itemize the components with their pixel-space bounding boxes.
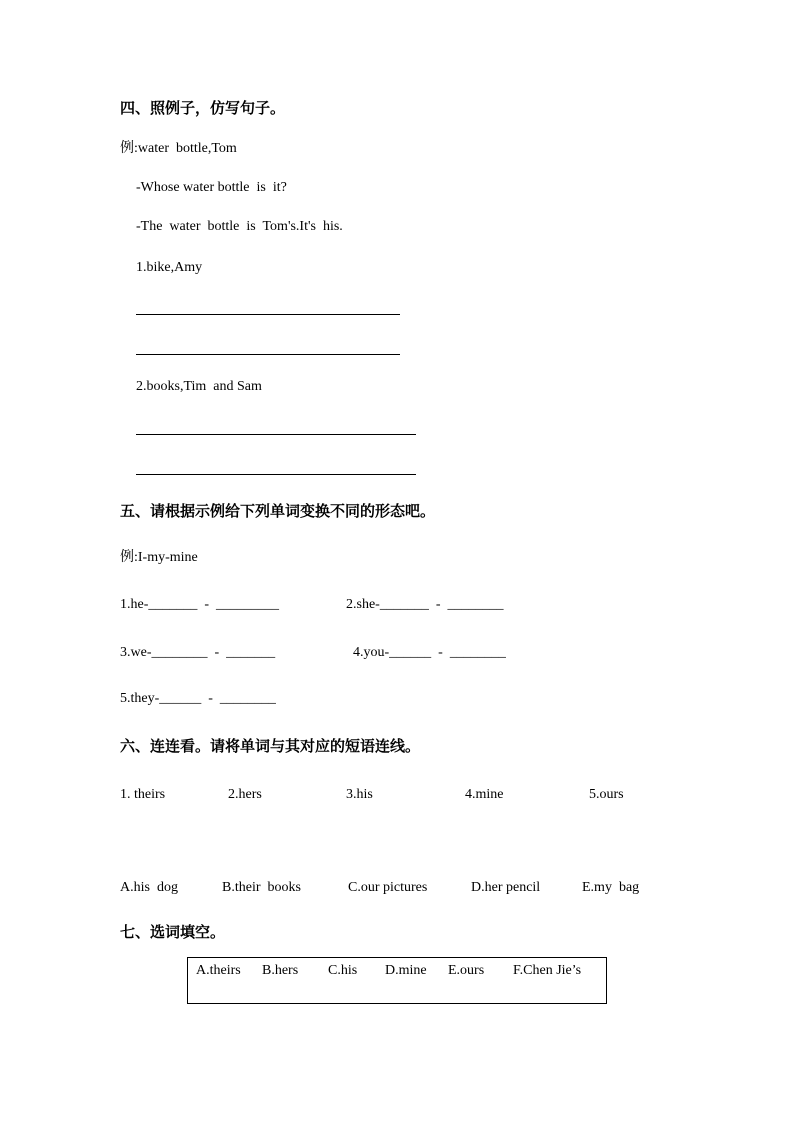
match-phrase[interactable]: B.their books xyxy=(222,880,301,895)
match-word[interactable]: 5.ours xyxy=(589,787,624,802)
section6-heading: 六、连连看。请将单词与其对应的短语连线。 xyxy=(120,737,421,755)
word-bank-option: E.ours xyxy=(448,963,485,978)
section4-item2: 2.books,Tim and Sam xyxy=(136,379,262,394)
answer-line[interactable] xyxy=(136,474,416,475)
section5-heading: 五、请根据示例给下列单词变换不同的形态吧。 xyxy=(120,502,436,520)
word-bank-box xyxy=(187,957,607,1004)
match-phrase[interactable]: C.our pictures xyxy=(348,880,428,895)
section5-item: 2.she-_______ - ________ xyxy=(346,597,504,612)
section5-item: 5.they-______ - ________ xyxy=(120,691,276,706)
section4-example: 例:water bottle,Tom xyxy=(120,141,237,156)
match-phrase[interactable]: A.his dog xyxy=(120,880,178,895)
word-bank-option: D.mine xyxy=(385,963,427,978)
section5-example: 例:I-my-mine xyxy=(120,550,198,565)
match-phrase[interactable]: E.my bag xyxy=(582,880,640,895)
section5-item: 1.he-_______ - _________ xyxy=(120,597,280,612)
match-phrase[interactable]: D.her pencil xyxy=(471,880,541,895)
section4-example-question: -Whose water bottle is it? xyxy=(136,180,287,195)
word-bank-option: B.hers xyxy=(262,963,299,978)
section5-item: 3.we-________ - _______ xyxy=(120,645,276,660)
section4-heading: 四、照例子，仿写句子。 xyxy=(120,99,286,117)
match-word[interactable]: 2.hers xyxy=(228,787,262,802)
section7-heading: 七、选词填空。 xyxy=(120,923,226,941)
answer-line[interactable] xyxy=(136,354,400,355)
match-word[interactable]: 4.mine xyxy=(465,787,504,802)
match-word[interactable]: 3.his xyxy=(346,787,373,802)
word-bank-option: F.Chen Jie’s xyxy=(513,963,582,978)
section5-item: 4.you-______ - ________ xyxy=(353,645,506,660)
match-word[interactable]: 1. theirs xyxy=(120,787,166,802)
section4-example-answer: -The water bottle is Tom's.It's his. xyxy=(136,219,343,234)
word-bank-option: A.theirs xyxy=(196,963,241,978)
section4-item1: 1.bike,Amy xyxy=(136,260,203,275)
word-bank-option: C.his xyxy=(328,963,358,978)
answer-line[interactable] xyxy=(136,434,416,435)
answer-line[interactable] xyxy=(136,314,400,315)
